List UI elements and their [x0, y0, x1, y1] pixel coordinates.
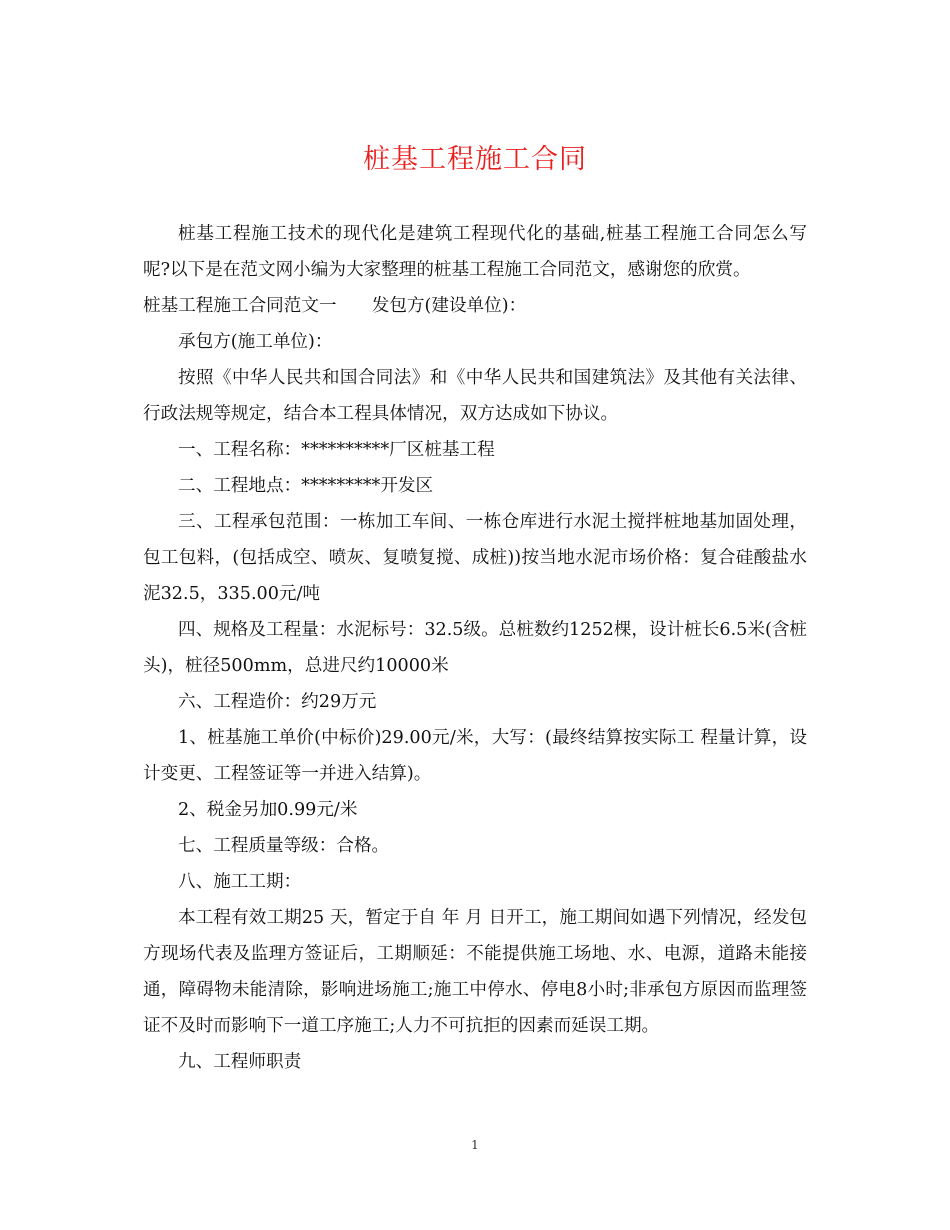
paragraph-contractor: 承包方(施工单位)： — [178, 332, 333, 352]
paragraph-contract-scope: 三、工程承包范围：一栋加工车间、一栋仓库进行水泥土搅拌桩地基加固处理，包工包料，(包括成空、喷灰、复喷复搅、成桩))按当地水泥市场价格：复合硅酸盐水泥32.5，335.00元/吨 — [143, 512, 807, 604]
paragraph-construction-period: 八、施工工期： — [178, 872, 302, 892]
paragraph-sample-heading: 桩基工程施工合同范文一 发包方(建设单位)： — [143, 296, 527, 316]
paragraph-engineer-duties: 九、工程师职责 — [178, 1052, 302, 1072]
paragraph-tax: 2、税金另加0.99元/米 — [178, 800, 358, 820]
paragraph-quality-grade: 七、工程质量等级：合格。 — [178, 836, 390, 856]
document-title: 桩基工程施工合同 — [363, 144, 587, 175]
paragraph-intro: 桩基工程施工技术的现代化是建筑工程现代化的基础,桩基工程施工合同怎么写呢?以下是在范文网小编为大家整理的桩基工程施工合同范文，感谢您的欣赏。 — [143, 224, 807, 280]
paragraph-project-location: 二、工程地点：*********开发区 — [178, 476, 434, 496]
paragraph-specifications: 四、规格及工程量：水泥标号：32.5级。总桩数约1252棵，设计桩长6.5米(含桩头)，桩径500mm，总进尺约10000米 — [143, 620, 808, 676]
paragraph-unit-price: 1、桩基施工单价(中标价)29.00元/米，大写：(最终结算按实际工 程量计算，设计变更、工程签证等一并进入结算)。 — [143, 728, 807, 784]
paragraph-legal-basis: 按照《中华人民共和国合同法》和《中华人民共和国建筑法》及其他有关法律、行政法规等规定，结合本工程具体情况，双方达成如下协议。 — [143, 368, 807, 424]
document-body — [143, 216, 807, 1080]
paragraph-project-cost: 六、工程造价：约29万元 — [178, 692, 377, 712]
paragraph-project-name: 一、工程名称：**********厂区桩基工程 — [178, 440, 495, 460]
paragraph-period-details: 本工程有效工期25 天，暂定于自 年 月 日开工，施工期间如遇下列情况，经发包方现场代表及监理方签证后，工期顺延：不能提供施工场地、水、电源，道路未能接通，障碍物未能清除，影响进场施工;施工中停水、停电8小时;非承包方原因而监理签证不及时而影响下一道工序施工;人力不可抗拒的因素而延误工期。 — [143, 908, 807, 1036]
page-number: 1 — [471, 1138, 479, 1152]
